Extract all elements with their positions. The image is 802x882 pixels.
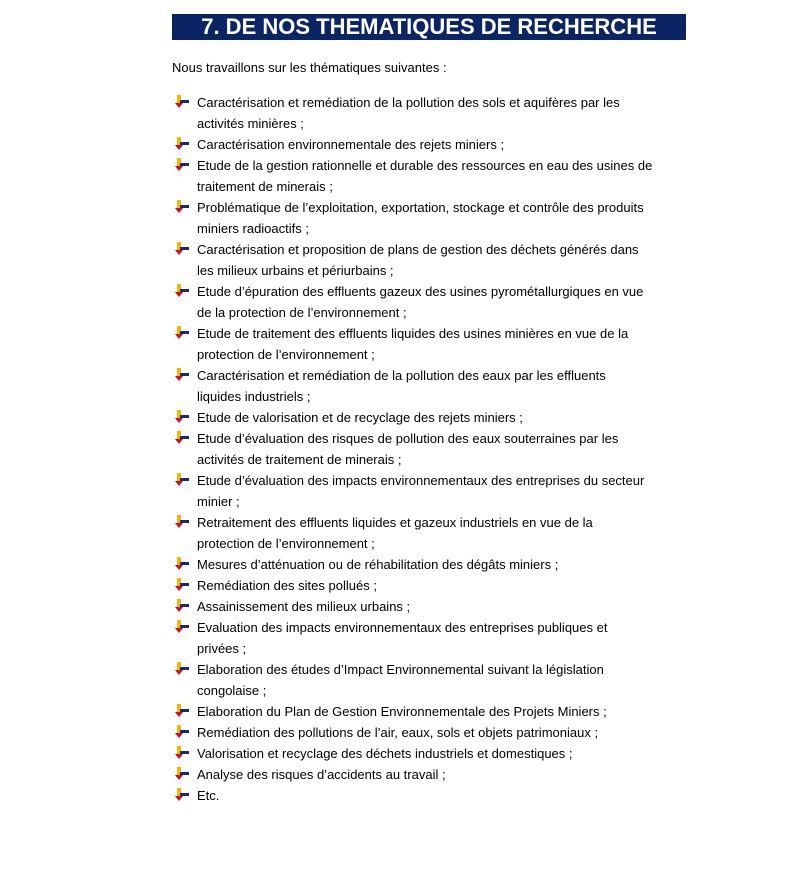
arrow-bullet-icon [175,326,189,340]
list-item [172,281,692,323]
list-item-line: activités minières ; [197,116,304,131]
list-item [172,365,692,407]
arrow-bullet-icon [175,284,189,298]
list-item [172,428,692,470]
arrow-bullet-icon [175,578,189,592]
list-item [172,239,692,281]
list-item-line: Caractérisation et remédiation de la pollution des sols et aquifères par les [197,95,620,110]
list-item-line: activités de traitement de minerais ; [197,452,402,467]
list-item-line: Etc. [197,788,220,803]
list-item [172,596,692,617]
list-item-line: traitement de minerais ; [197,179,333,194]
list-item-line: Retraitement des effluents liquides et gazeux industriels en vue de la [197,515,593,530]
list-item-line: congolaise ; [197,683,267,698]
arrow-bullet-icon [175,473,189,487]
list-item [172,785,692,806]
arrow-bullet-icon [175,410,189,424]
list-item-line: protection de l’environnement ; [197,347,375,362]
list-item [172,575,692,596]
list-item [172,155,692,197]
list-item-line: Valorisation et recyclage des déchets industriels et domestiques ; [197,746,573,761]
list-item-line: miniers radioactifs ; [197,221,309,236]
arrow-bullet-icon [175,620,189,634]
arrow-bullet-icon [175,368,189,382]
arrow-bullet-icon [175,200,189,214]
list-item [172,764,692,785]
section-title: 7. DE NOS THEMATIQUES DE RECHERCHE [172,14,686,40]
arrow-bullet-icon [175,788,189,802]
list-item-line: Elaboration du Plan de Gestion Environnementale des Projets Miniers ; [197,704,607,719]
arrow-bullet-icon [175,137,189,151]
list-item-line: liquides industriels ; [197,389,311,404]
list-item-line: protection de l’environnement ; [197,536,375,551]
list-item-line: Etude de la gestion rationnelle et durable des ressources en eau des usines de [197,158,653,173]
list-item-line: Caractérisation et proposition de plans de gestion des déchets générés dans [197,242,639,257]
list-item [172,701,692,722]
list-item-line: Etude de valorisation et de recyclage des rejets miniers ; [197,410,523,425]
list-item-line: Mesures d’atténuation ou de réhabilitation des dégâts miniers ; [197,557,559,572]
list-item-line: Elaboration des études d’Impact Environnemental suivant la législation [197,662,604,677]
arrow-bullet-icon [175,158,189,172]
list-item [172,407,692,428]
list-item [172,512,692,554]
list-item-line: Analyse des risques d’accidents au travail ; [197,767,446,782]
list-item [172,323,692,365]
list-item-line: Remédiation des pollutions de l’air, eaux, sols et objets patrimoniaux ; [197,725,599,740]
list-item-line: Etude d’évaluation des risques de pollution des eaux souterraines par les [197,431,619,446]
arrow-bullet-icon [175,599,189,613]
arrow-bullet-icon [175,704,189,718]
list-item-line: minier ; [197,494,240,509]
list-item-line: Caractérisation et remédiation de la pollution des eaux par les effluents [197,368,606,383]
list-item-line: privées ; [197,641,247,656]
research-themes-list [172,92,692,806]
intro-text: Nous travaillons sur les thématiques suivantes : [172,60,447,75]
list-item-line: Etude d’évaluation des impacts environnementaux des entreprises du secteur [197,473,645,488]
list-item [172,554,692,575]
list-item [172,92,692,134]
arrow-bullet-icon [175,95,189,109]
list-item-line: Etude de traitement des effluents liquides des usines minières en vue de la [197,326,629,341]
list-item [172,617,692,659]
list-item [172,659,692,701]
arrow-bullet-icon [175,767,189,781]
list-item [172,197,692,239]
list-item [172,743,692,764]
list-item-line: Etude d’épuration des effluents gazeux des usines pyrométallurgiques en vue [197,284,644,299]
arrow-bullet-icon [175,515,189,529]
list-item [172,722,692,743]
list-item-line: de la protection de l’environnement ; [197,305,407,320]
arrow-bullet-icon [175,431,189,445]
arrow-bullet-icon [175,725,189,739]
arrow-bullet-icon [175,557,189,571]
list-item-line: Caractérisation environnementale des rejets miniers ; [197,137,505,152]
list-item-line: Remédiation des sites pollués ; [197,578,377,593]
list-item-line: Assainissement des milieux urbains ; [197,599,411,614]
arrow-bullet-icon [175,242,189,256]
list-item-line: Problématique de l’exploitation, exportation, stockage et contrôle des produits [197,200,644,215]
list-item-line: les milieux urbains et périurbains ; [197,263,394,278]
list-item-line: Evaluation des impacts environnementaux des entreprises publiques et [197,620,608,635]
list-item [172,134,692,155]
arrow-bullet-icon [175,662,189,676]
arrow-bullet-icon [175,746,189,760]
list-item [172,470,692,512]
